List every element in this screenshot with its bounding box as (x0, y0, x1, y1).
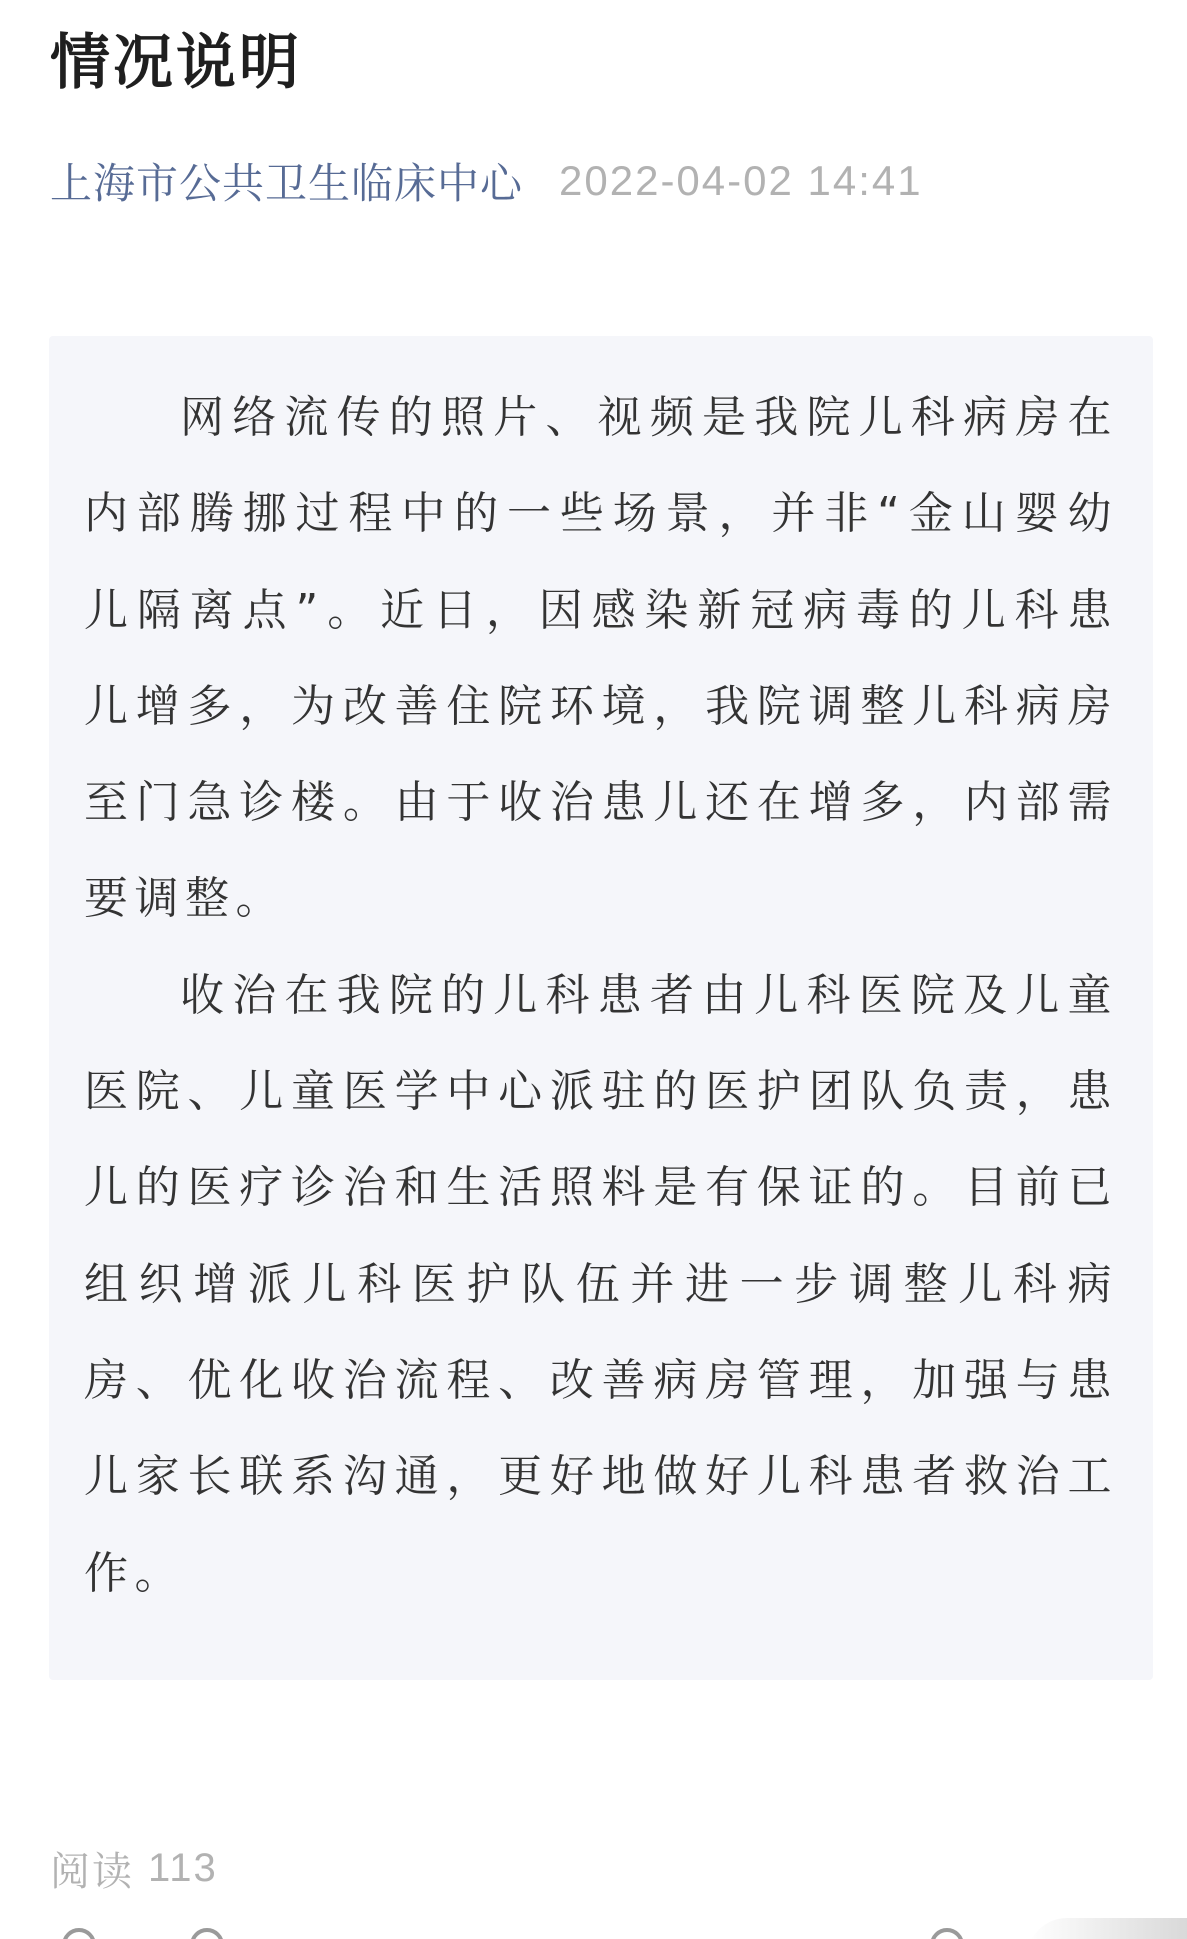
article-title: 情况说明 (50, 28, 302, 98)
publish-datetime: 2022-04-02 14:41 (559, 157, 923, 204)
article-paragraph-1: 网络流传的照片、视频是我院儿科病房在内部腾挪过程中的一些场景，并非“金山婴幼儿隔离点”。近日，因感染新冠病毒的儿科患儿增多，为改善住院环境，我院调整儿科病房至门急诊楼。由于收治患儿还在增多，内部需要调整。 (84, 392, 1118, 925)
like-icon[interactable] (190, 1928, 224, 1939)
bottom-action-bar (0, 1918, 1187, 1939)
read-label: 阅读 (50, 1848, 134, 1895)
content-card (49, 336, 1153, 1680)
comment-icon[interactable] (930, 1928, 964, 1939)
read-count (50, 1840, 218, 1896)
read-count-value: 113 (148, 1845, 218, 1890)
article-paragraph-2: 收治在我院的儿科患者由儿科医院及儿童医院、儿童医学中心派驻的医护团队负责，患儿的医疗诊治和生活照料是有保证的。目前已组织增派儿科医护队伍并进一步调整儿科病房、优化收治流程、改善病房管理，加强与患儿家长联系沟通，更好地做好儿科患者救治工作。 (84, 969, 1118, 1599)
article-meta (50, 152, 923, 210)
share-icon[interactable] (62, 1928, 96, 1939)
author-link[interactable]: 上海市公共卫生临床中心 (50, 159, 524, 208)
floating-button-edge (1027, 1918, 1187, 1939)
